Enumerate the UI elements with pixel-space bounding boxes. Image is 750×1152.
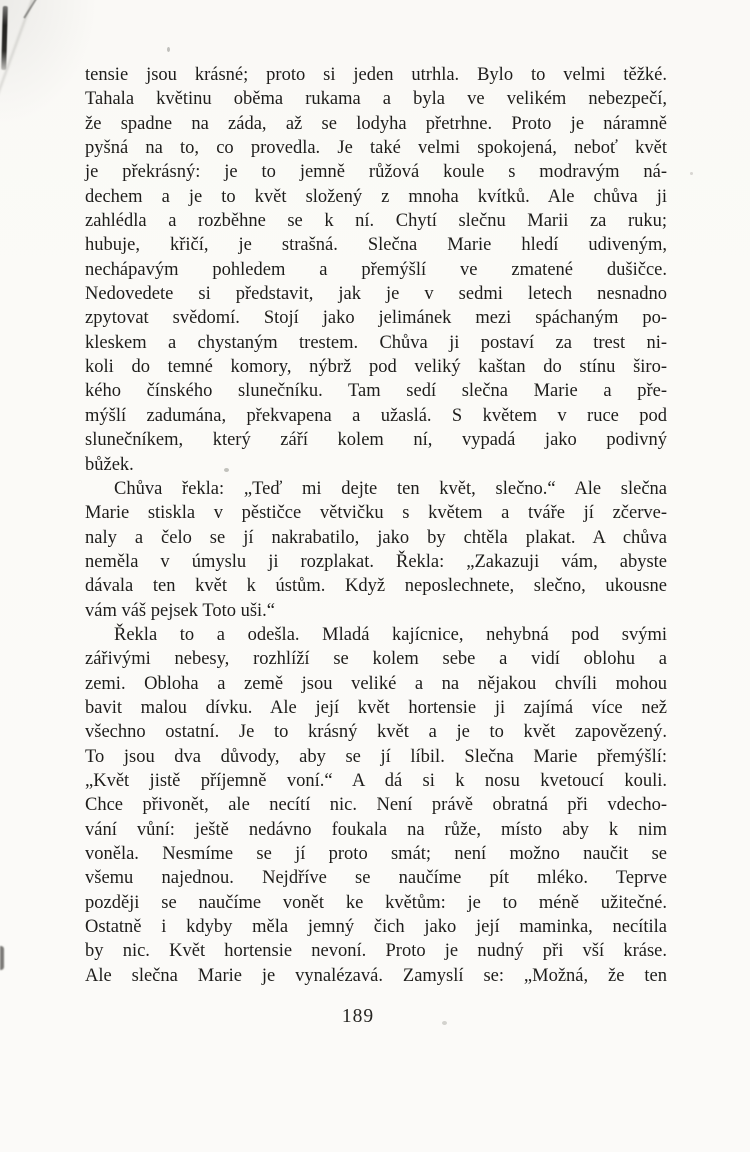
text-line: koli do temné komory, nýbrž pod veliký kaštan do stínu širo-	[85, 357, 667, 378]
text-line: slunečníkem, který září kolem ní, vypadá jako podivný	[85, 430, 667, 451]
text-line: zemi. Obloha a země jsou veliké a na nějakou chvíli mohou	[85, 673, 667, 694]
text-line: že spadne na záda, až se lodyha přetrhne. Proto je náramně	[85, 113, 667, 134]
text-line: nechápavým pohledem a přemýšlí ve zmatené dušičce.	[85, 259, 667, 280]
text-line: Chůva řekla: „Teď mi dejte ten květ, slečno.“ Ale slečna	[114, 478, 667, 499]
text-line: Tahala květinu oběma rukama a byla ve velikém nebezpečí,	[85, 89, 667, 110]
text-line: hubuje, křičí, je strašná. Slečna Marie hledí udiveným,	[85, 235, 667, 256]
text-line: pyšná na to, co provedla. Je také velmi spokojená, neboť květ	[85, 138, 667, 159]
text-line: zpytovat svědomí. Stojí jako jelimánek mezi spáchaným po-	[85, 308, 667, 329]
text-line: dechem a je to květ složený z mnoha kvítků. Ale chůva ji	[85, 186, 667, 207]
text-line: dávala ten květ k ústům. Když neposlechnete, slečno, ukousne	[85, 576, 667, 597]
scan-edge-mark	[0, 946, 4, 970]
text-line: Řekla to a odešla. Mladá kajícnice, nehybná pod svými	[114, 624, 667, 645]
text-line: kého čínského slunečníku. Tam sedí slečna Marie a pře-	[85, 381, 667, 402]
text-line: zahlédla a rozběhne se k ní. Chytí slečnu Marii za ruku;	[85, 211, 667, 232]
text-line: Chce přivonět, ale necítí nic. Není právě obratná při vdecho-	[85, 795, 667, 816]
text-line: kleskem a chystaným trestem. Chůva ji postaví za trest ni-	[85, 332, 667, 353]
text-line: zářivými nebesy, rozhlíží se kolem sebe a vidí oblohu a	[85, 649, 667, 670]
text-line: Marie stiskla v pěstičce větvičku s květem a tváře jí zčerve-	[85, 503, 667, 524]
text-line: Ale slečna Marie je vynalézavá. Zamyslí se: „Možná, že ten	[85, 965, 667, 986]
scan-speck	[690, 172, 693, 175]
text-line: naly a čelo se jí nakrabatilo, jako by chtěla plakat. A chůva	[85, 527, 667, 548]
text-line: „Květ jistě příjemně voní.“ A dá si k nosu kvetoucí kouli.	[85, 770, 667, 791]
text-line: mýšlí zadumána, překvapena a užaslá. S květem v ruce pod	[85, 405, 667, 426]
scan-edge-shadow	[1, 6, 8, 70]
text-line: neměla v úmyslu ji rozplakat. Řekla: „Zakazuji vám, abyste	[85, 551, 667, 572]
text-line: bavit malou dívku. Ale její květ hortensie ji zajímá více než	[85, 697, 667, 718]
text-line: všemu najednou. Nejdříve se naučíme pít mléko. Teprve	[85, 868, 667, 889]
text-line: tensie jsou krásné; proto si jeden utrhla. Bylo to velmi těžké.	[85, 65, 667, 85]
scan-speck	[167, 47, 170, 52]
text-line: bůžek.	[85, 454, 134, 475]
page-number: 189	[341, 1006, 375, 1027]
scan-crease-dark	[23, 0, 38, 19]
text-line: by nic. Květ hortensie nevoní. Proto je nudný při vší kráse.	[85, 941, 667, 962]
text-line: Ostatně i kdyby měla jemný čich jako její maminka, necítila	[85, 917, 667, 938]
text-line: voněla. Nesmíme se jí proto smát; není možno naučit se	[85, 844, 667, 864]
text-line: Nedovedete si představit, jak je v sedmi letech nesnadno	[85, 284, 667, 305]
text-line: je překrásný: je to jemně růžová koule s modravým ná-	[85, 162, 667, 183]
text-line: později se naučíme vonět ke květům: je to méně užitečné.	[85, 892, 667, 913]
text-line: vám váš pejsek Toto uši.“	[85, 600, 276, 621]
text-line: To jsou dva důvody, aby se jí líbil. Slečna Marie přemýšlí:	[85, 746, 667, 767]
text-line: vání vůní: ještě nedávno foukala na růže, místo aby k nim	[85, 819, 667, 840]
text-block	[85, 63, 667, 988]
text-line: všechno ostatní. Je to krásný květ a je to květ zapovězený.	[85, 722, 667, 743]
